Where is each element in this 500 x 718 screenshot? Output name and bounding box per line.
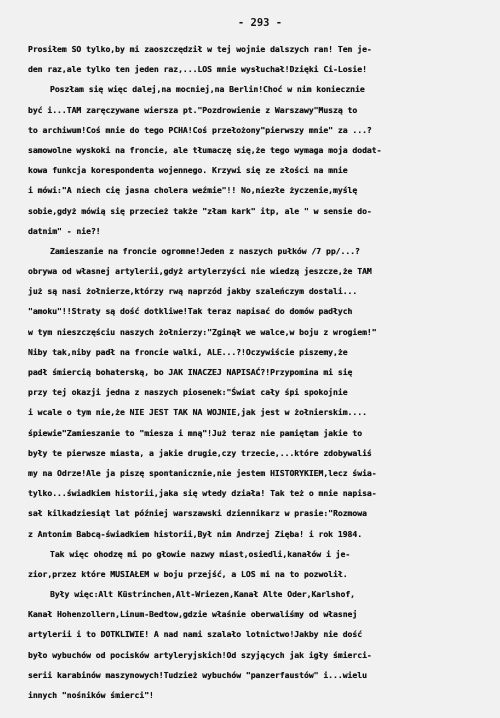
text-line: i mówi:"A niech cię jasna cholera weźmie"!! No,niezłe życzenie,myślę [28, 185, 358, 196]
text-line: tylko...świadkiem historii,jaka się wtedy działa! Tak też o mnie napisa- [28, 488, 377, 499]
text-line: to archiwum!Coś mnie do tego PCHA!Coś przełożony"pierwszy mnie" za ...? [28, 124, 372, 135]
text-line: śpiewie"Zamieszanie to "miesza i mną"!Już teraz nie pamiętam jakie to [28, 427, 363, 438]
text-line: den raz,ale tylko ten jeden raz,...LOS mnie wysłuchał!Dzięki Ci-Losie! [28, 64, 367, 75]
text-line: serii karabinów maszynowych!Tudzież wybuchów "panzerfaustów" i...wielu [28, 669, 367, 680]
text-line: padł śmiercią bohaterską, bo JAK INACZEJ NAPISAĆ?!Przypomina mi się [28, 367, 353, 377]
text-line: innych "nośników śmierci"! [28, 690, 154, 700]
text-line: my na Odrze!Ale ja piszę spontanicznie,nie jestem HISTORYKIEM,lecz świa- [28, 467, 377, 478]
text-line: i wcale o tym nie,że NIE JEST TAK NA WOJNIE,jak jest w żołnierskim.... [28, 407, 367, 418]
text-line: Były więc:Alt Küstrinchen,Alt-Wriezen,Kanał Alte Oder,Karlshof, [50, 589, 356, 600]
text-line: Poszłam się więc dalej,na mocniej,na Berlin!Choć w nim koniecznie [50, 84, 365, 95]
text-line: Kanał Hohenzollern,Linum-Bedtow,gdzie właśnie oberwaliśmy od własnej [28, 609, 358, 620]
text-line: zior,przez które MUSIAŁEM w boju przejść, a LOS mi na to pozwolił. [28, 568, 348, 579]
text-line: z Antonim Babcą-świadkiem historii,Był nim Andrzej Zięba! i rok 1984. [28, 528, 363, 539]
text-line: przy tej okazji jedna z naszych piosenek:"Świat cały śpi spokojnie [28, 387, 348, 398]
text-line: było wybuchów od pocisków artyleryjskich!Od szyjących jak igły śmierci- [28, 649, 372, 660]
text-line: już są nasi żołnierze,którzy rwą naprzód jakby szaleńczym dostali... [28, 286, 358, 297]
text-line: Niby tak,niby padł na froncie walki, ALE...?!Oczywiście piszemy,że [28, 346, 348, 357]
text-line: Zamieszanie na froncie ogromne!Jeden z naszych pułków /7 pp/...? [50, 245, 360, 256]
text-line: sał kilkadziesiąt lat później warszawski dziennikarz w prasie:"Rozmowa [28, 508, 367, 519]
page-number: - 293 - [237, 17, 283, 29]
text-line: samowolne wyskoki na froncie, ale tłumaczę się,że tego wymaga moja dodat- [28, 144, 382, 155]
text-line: artylerii i to DOTKLIWIE! A nad nami szalało lotnictwo!Jakby nie dość [28, 629, 363, 640]
text-line: być i...TAM zaręczywane wiersza pt."Pozdrowienie z Warszawy"Muszą to [28, 104, 358, 115]
text-line: obrywa od własnej artylerii,gdyż artylerzyści nie wiedzą jeszcze,że TAM [28, 266, 372, 277]
text-line: sobie,gdyż mówią się przecież także "złam kark" itp, ale " w sensie do- [28, 205, 372, 216]
text-line: kowa funkcja korespondenta wojennego. Krzywi się ze złości na mnie [28, 165, 348, 176]
text-line: były te pierwsze miasta, a jakie drugie,czy trzecie,...które zdobywaliś [28, 447, 372, 458]
text-line: Prosiłem SO tylko,by mi zaoszczędził w tej wojnie dalszych ran! Ten je- [28, 44, 372, 54]
text-line: w tym nieszczęściu naszych żołnierzy:"Zginął we walce,w boju z wrogiem!" [28, 326, 377, 337]
text-body [28, 39, 482, 705]
text-line: "amoku"!!Straty są dość dotkliwe!Tak teraz napisać do domów padłych [28, 306, 353, 317]
text-line: datnim" - nie?! [28, 225, 101, 236]
text-line: Tak więc ohodzę mi po głowie nazwy miast,osiedli,kanałów i je- [50, 548, 351, 559]
